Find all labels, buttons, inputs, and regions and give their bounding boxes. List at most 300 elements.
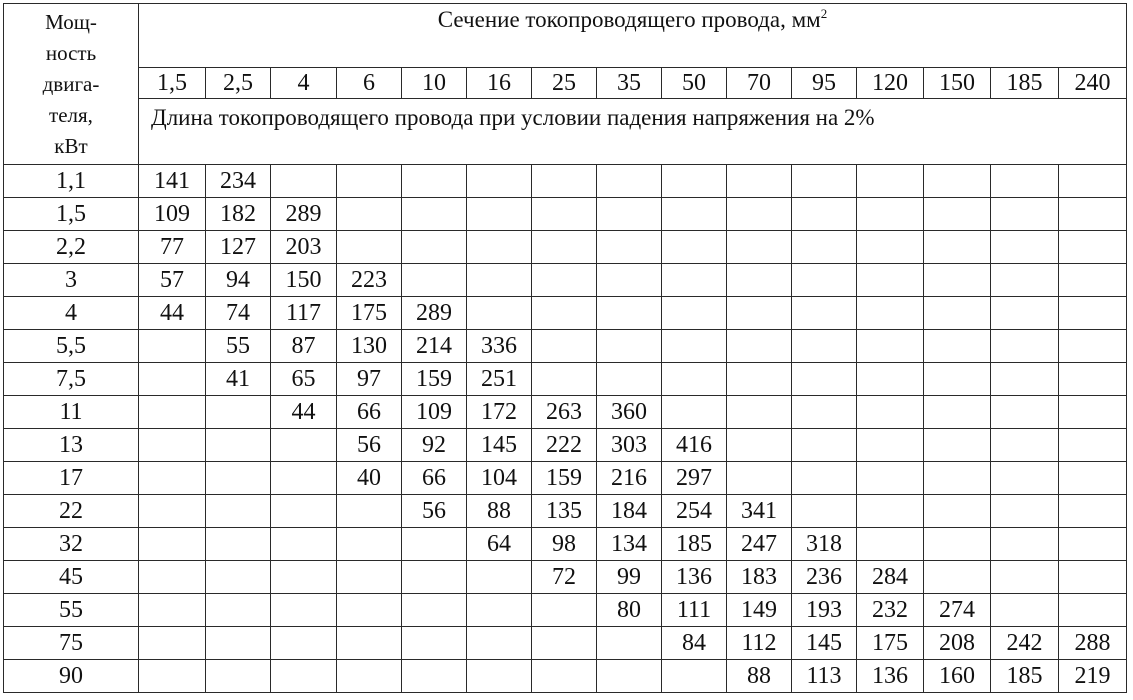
length-cell: 288 (1059, 627, 1127, 660)
length-cell (271, 561, 337, 594)
section-header-cell: 16 (467, 68, 532, 99)
length-cell (727, 429, 792, 462)
length-cell (532, 660, 597, 693)
length-cell (337, 627, 402, 660)
length-cell: 184 (597, 495, 662, 528)
length-cell (597, 363, 662, 396)
length-cell: 289 (271, 198, 337, 231)
header-title-row (4, 4, 1127, 68)
length-cell (467, 660, 532, 693)
length-cell: 172 (467, 396, 532, 429)
power-cell: 32 (4, 528, 139, 561)
length-cell (532, 297, 597, 330)
length-title: Длина токопроводящего провода при условии падения напряжения на 2% (151, 105, 875, 130)
power-label-line: Мощ- (45, 9, 97, 34)
length-cell (991, 495, 1059, 528)
length-cell (1059, 429, 1127, 462)
length-cell: 251 (467, 363, 532, 396)
length-cell (206, 627, 271, 660)
length-cell: 40 (337, 462, 402, 495)
length-cell (402, 594, 467, 627)
length-cell (991, 198, 1059, 231)
length-cell (924, 297, 991, 330)
length-cell (1059, 528, 1127, 561)
power-cell: 55 (4, 594, 139, 627)
power-label-line: теля, (49, 102, 93, 127)
length-cell: 289 (402, 297, 467, 330)
length-cell: 44 (271, 396, 337, 429)
section-header-cell: 10 (402, 68, 467, 99)
length-cell: 92 (402, 429, 467, 462)
length-cell (402, 561, 467, 594)
length-cell: 66 (402, 462, 467, 495)
length-cell (792, 429, 857, 462)
length-cell (727, 363, 792, 396)
length-title-row (4, 99, 1127, 165)
length-cell: 109 (139, 198, 206, 231)
length-cell (792, 264, 857, 297)
length-cell (467, 594, 532, 627)
length-cell (991, 561, 1059, 594)
length-cell: 57 (139, 264, 206, 297)
length-cell (206, 396, 271, 429)
length-cell (337, 528, 402, 561)
length-cell (271, 627, 337, 660)
length-cell (271, 165, 337, 198)
length-cell (532, 165, 597, 198)
length-cell (467, 198, 532, 231)
length-cell: 74 (206, 297, 271, 330)
length-cell: 183 (727, 561, 792, 594)
length-cell (662, 264, 727, 297)
length-cell: 56 (337, 429, 402, 462)
power-cell: 3 (4, 264, 139, 297)
length-cell: 318 (792, 528, 857, 561)
length-cell (991, 363, 1059, 396)
length-cell (662, 231, 727, 264)
section-header-cell: 95 (792, 68, 857, 99)
length-cell: 185 (991, 660, 1059, 693)
length-cell: 145 (467, 429, 532, 462)
length-cell (139, 396, 206, 429)
power-cell: 13 (4, 429, 139, 462)
length-cell (1059, 396, 1127, 429)
length-cell (991, 330, 1059, 363)
table-row (4, 198, 1127, 231)
table-row (4, 594, 1127, 627)
length-cell (271, 594, 337, 627)
length-cell: 214 (402, 330, 467, 363)
length-cell (532, 264, 597, 297)
table-row (4, 231, 1127, 264)
section-header-cell: 6 (337, 68, 402, 99)
length-cell: 97 (337, 363, 402, 396)
length-cell: 216 (597, 462, 662, 495)
length-cell (924, 165, 991, 198)
power-label-line: двига- (42, 71, 100, 96)
length-cell (597, 264, 662, 297)
section-header-cell: 4 (271, 68, 337, 99)
length-cell (139, 660, 206, 693)
length-cell: 84 (662, 627, 727, 660)
length-cell: 104 (467, 462, 532, 495)
length-cell (792, 396, 857, 429)
length-cell: 208 (924, 627, 991, 660)
length-cell (1059, 495, 1127, 528)
length-cell (337, 495, 402, 528)
power-cell: 17 (4, 462, 139, 495)
length-cell (206, 594, 271, 627)
length-cell (924, 528, 991, 561)
power-cell: 1,1 (4, 165, 139, 198)
power-cell: 75 (4, 627, 139, 660)
length-cell (597, 165, 662, 198)
length-cell: 65 (271, 363, 337, 396)
length-cell (337, 198, 402, 231)
table-row (4, 165, 1127, 198)
length-cell (792, 462, 857, 495)
length-cell (857, 495, 924, 528)
length-cell (792, 297, 857, 330)
table-row (4, 462, 1127, 495)
table-row (4, 297, 1127, 330)
length-cell (991, 396, 1059, 429)
length-cell (337, 660, 402, 693)
length-cell (991, 462, 1059, 495)
length-cell (1059, 297, 1127, 330)
length-cell (139, 429, 206, 462)
length-cell (857, 198, 924, 231)
length-cell (924, 330, 991, 363)
length-cell: 88 (727, 660, 792, 693)
length-cell: 149 (727, 594, 792, 627)
section-header-cell: 2,5 (206, 68, 271, 99)
length-cell (467, 627, 532, 660)
length-cell (1059, 462, 1127, 495)
length-cell (991, 528, 1059, 561)
length-cell (597, 627, 662, 660)
length-cell (271, 462, 337, 495)
length-cell: 219 (1059, 660, 1127, 693)
length-cell: 72 (532, 561, 597, 594)
length-cell: 88 (467, 495, 532, 528)
length-cell (924, 429, 991, 462)
length-cell (792, 330, 857, 363)
length-cell (924, 198, 991, 231)
length-cell (857, 165, 924, 198)
length-cell (662, 297, 727, 330)
power-cell: 4 (4, 297, 139, 330)
length-cell: 234 (206, 165, 271, 198)
length-cell (206, 429, 271, 462)
length-cell (402, 165, 467, 198)
length-cell (532, 231, 597, 264)
length-cell: 136 (857, 660, 924, 693)
length-cell: 55 (206, 330, 271, 363)
power-cell: 2,2 (4, 231, 139, 264)
length-cell (1059, 561, 1127, 594)
length-cell (857, 330, 924, 363)
length-cell: 80 (597, 594, 662, 627)
length-cell (139, 627, 206, 660)
length-cell: 99 (597, 561, 662, 594)
power-label-line: кВт (54, 133, 88, 158)
length-cell (792, 165, 857, 198)
length-cell (991, 429, 1059, 462)
section-header-cell: 35 (597, 68, 662, 99)
length-cell: 336 (467, 330, 532, 363)
length-cell (402, 660, 467, 693)
table-row (4, 561, 1127, 594)
length-cell: 360 (597, 396, 662, 429)
length-cell (206, 660, 271, 693)
length-cell (139, 363, 206, 396)
length-cell (1059, 198, 1127, 231)
length-cell: 66 (337, 396, 402, 429)
section-header-cell: 150 (924, 68, 991, 99)
table-row (4, 627, 1127, 660)
length-cell: 87 (271, 330, 337, 363)
length-cell: 254 (662, 495, 727, 528)
section-header-cell: 1,5 (139, 68, 206, 99)
length-cell (857, 528, 924, 561)
length-cell (857, 396, 924, 429)
length-cell: 41 (206, 363, 271, 396)
length-cell (337, 231, 402, 264)
length-cell (924, 363, 991, 396)
length-cell (402, 198, 467, 231)
length-cell: 112 (727, 627, 792, 660)
length-cell (924, 495, 991, 528)
length-cell: 416 (662, 429, 727, 462)
table-row (4, 660, 1127, 693)
length-cell: 109 (402, 396, 467, 429)
length-cell (792, 231, 857, 264)
length-cell (402, 528, 467, 561)
length-cell: 94 (206, 264, 271, 297)
length-cell (337, 165, 402, 198)
length-cell (139, 330, 206, 363)
section-title: Сечение токопроводящего провода, мм (437, 7, 821, 32)
length-cell (271, 660, 337, 693)
length-cell (1059, 165, 1127, 198)
length-cell (991, 231, 1059, 264)
length-cell: 127 (206, 231, 271, 264)
length-cell: 185 (662, 528, 727, 561)
length-cell (727, 198, 792, 231)
section-header-cell: 120 (857, 68, 924, 99)
length-cell: 274 (924, 594, 991, 627)
length-cell (857, 297, 924, 330)
length-cell (532, 330, 597, 363)
power-label-line: ность (45, 40, 97, 65)
length-cell (924, 264, 991, 297)
table-row (4, 363, 1127, 396)
length-cell: 145 (792, 627, 857, 660)
section-title-cell (139, 4, 1127, 68)
length-cell: 135 (532, 495, 597, 528)
length-cell: 175 (857, 627, 924, 660)
length-cell (597, 330, 662, 363)
length-cell (271, 429, 337, 462)
length-cell (662, 396, 727, 429)
length-cell: 222 (532, 429, 597, 462)
power-cell: 22 (4, 495, 139, 528)
length-cell (1059, 330, 1127, 363)
table-row (4, 396, 1127, 429)
length-cell (271, 528, 337, 561)
length-cell (597, 231, 662, 264)
length-cell (206, 462, 271, 495)
length-cell: 113 (792, 660, 857, 693)
length-cell: 134 (597, 528, 662, 561)
length-cell: 297 (662, 462, 727, 495)
length-cell (532, 363, 597, 396)
length-cell (662, 363, 727, 396)
length-cell (206, 495, 271, 528)
length-cell: 98 (532, 528, 597, 561)
length-cell (991, 297, 1059, 330)
section-header-cell: 240 (1059, 68, 1127, 99)
length-cell (467, 231, 532, 264)
power-column-header (4, 4, 139, 165)
length-cell (206, 561, 271, 594)
length-cell (1059, 363, 1127, 396)
length-cell: 303 (597, 429, 662, 462)
length-cell (857, 462, 924, 495)
length-cell (991, 264, 1059, 297)
length-cell (402, 264, 467, 297)
length-cell (924, 231, 991, 264)
length-cell (1059, 231, 1127, 264)
power-cell: 5,5 (4, 330, 139, 363)
length-cell: 111 (662, 594, 727, 627)
length-cell: 182 (206, 198, 271, 231)
table-row (4, 528, 1127, 561)
table-row (4, 495, 1127, 528)
length-cell (139, 561, 206, 594)
length-cell (597, 297, 662, 330)
table-row (4, 429, 1127, 462)
section-header-cell: 50 (662, 68, 727, 99)
length-cell (792, 495, 857, 528)
length-cell: 242 (991, 627, 1059, 660)
length-cell (139, 495, 206, 528)
length-cell (467, 297, 532, 330)
length-cell: 284 (857, 561, 924, 594)
length-cell: 160 (924, 660, 991, 693)
length-cell: 44 (139, 297, 206, 330)
power-cell: 1,5 (4, 198, 139, 231)
length-cell (662, 330, 727, 363)
length-cell (532, 198, 597, 231)
length-cell: 136 (662, 561, 727, 594)
section-header-cell: 70 (727, 68, 792, 99)
cable-length-table (3, 3, 1127, 693)
table-row (4, 330, 1127, 363)
length-cell (727, 297, 792, 330)
length-cell: 150 (271, 264, 337, 297)
length-title-cell (139, 99, 1127, 165)
length-cell (792, 198, 857, 231)
length-cell (727, 396, 792, 429)
length-cell (337, 594, 402, 627)
length-cell (597, 198, 662, 231)
length-cell: 175 (337, 297, 402, 330)
length-cell: 247 (727, 528, 792, 561)
length-cell (597, 660, 662, 693)
length-cell (271, 495, 337, 528)
length-cell: 117 (271, 297, 337, 330)
length-cell (662, 198, 727, 231)
power-cell: 7,5 (4, 363, 139, 396)
length-cell (532, 627, 597, 660)
length-cell: 232 (857, 594, 924, 627)
length-cell (924, 561, 991, 594)
length-cell (924, 396, 991, 429)
length-cell (467, 561, 532, 594)
length-cell: 223 (337, 264, 402, 297)
length-cell: 341 (727, 495, 792, 528)
length-cell (1059, 264, 1127, 297)
length-cell: 159 (532, 462, 597, 495)
power-cell: 90 (4, 660, 139, 693)
length-cell (402, 231, 467, 264)
length-cell (402, 627, 467, 660)
length-cell (991, 594, 1059, 627)
length-cell: 236 (792, 561, 857, 594)
length-cell (139, 528, 206, 561)
section-title-superscript: 2 (820, 6, 828, 21)
length-cell (467, 165, 532, 198)
length-cell: 130 (337, 330, 402, 363)
length-cell: 77 (139, 231, 206, 264)
length-cell: 141 (139, 165, 206, 198)
length-cell (857, 264, 924, 297)
length-cell (727, 462, 792, 495)
length-cell (467, 264, 532, 297)
length-cell (662, 660, 727, 693)
length-cell: 193 (792, 594, 857, 627)
length-cell (662, 165, 727, 198)
length-cell (727, 330, 792, 363)
length-cell (857, 429, 924, 462)
length-cell (532, 594, 597, 627)
power-cell: 11 (4, 396, 139, 429)
length-cell (727, 264, 792, 297)
length-cell (991, 165, 1059, 198)
length-cell (139, 462, 206, 495)
sections-row (4, 68, 1127, 99)
table-row (4, 264, 1127, 297)
length-cell: 159 (402, 363, 467, 396)
length-cell (792, 363, 857, 396)
length-cell (1059, 594, 1127, 627)
length-cell (139, 594, 206, 627)
power-cell: 45 (4, 561, 139, 594)
length-cell (727, 165, 792, 198)
length-cell: 64 (467, 528, 532, 561)
length-cell (727, 231, 792, 264)
length-cell (924, 462, 991, 495)
length-cell: 203 (271, 231, 337, 264)
length-cell (857, 363, 924, 396)
length-cell (337, 561, 402, 594)
length-cell (857, 231, 924, 264)
section-header-cell: 25 (532, 68, 597, 99)
section-header-cell: 185 (991, 68, 1059, 99)
length-cell (206, 528, 271, 561)
